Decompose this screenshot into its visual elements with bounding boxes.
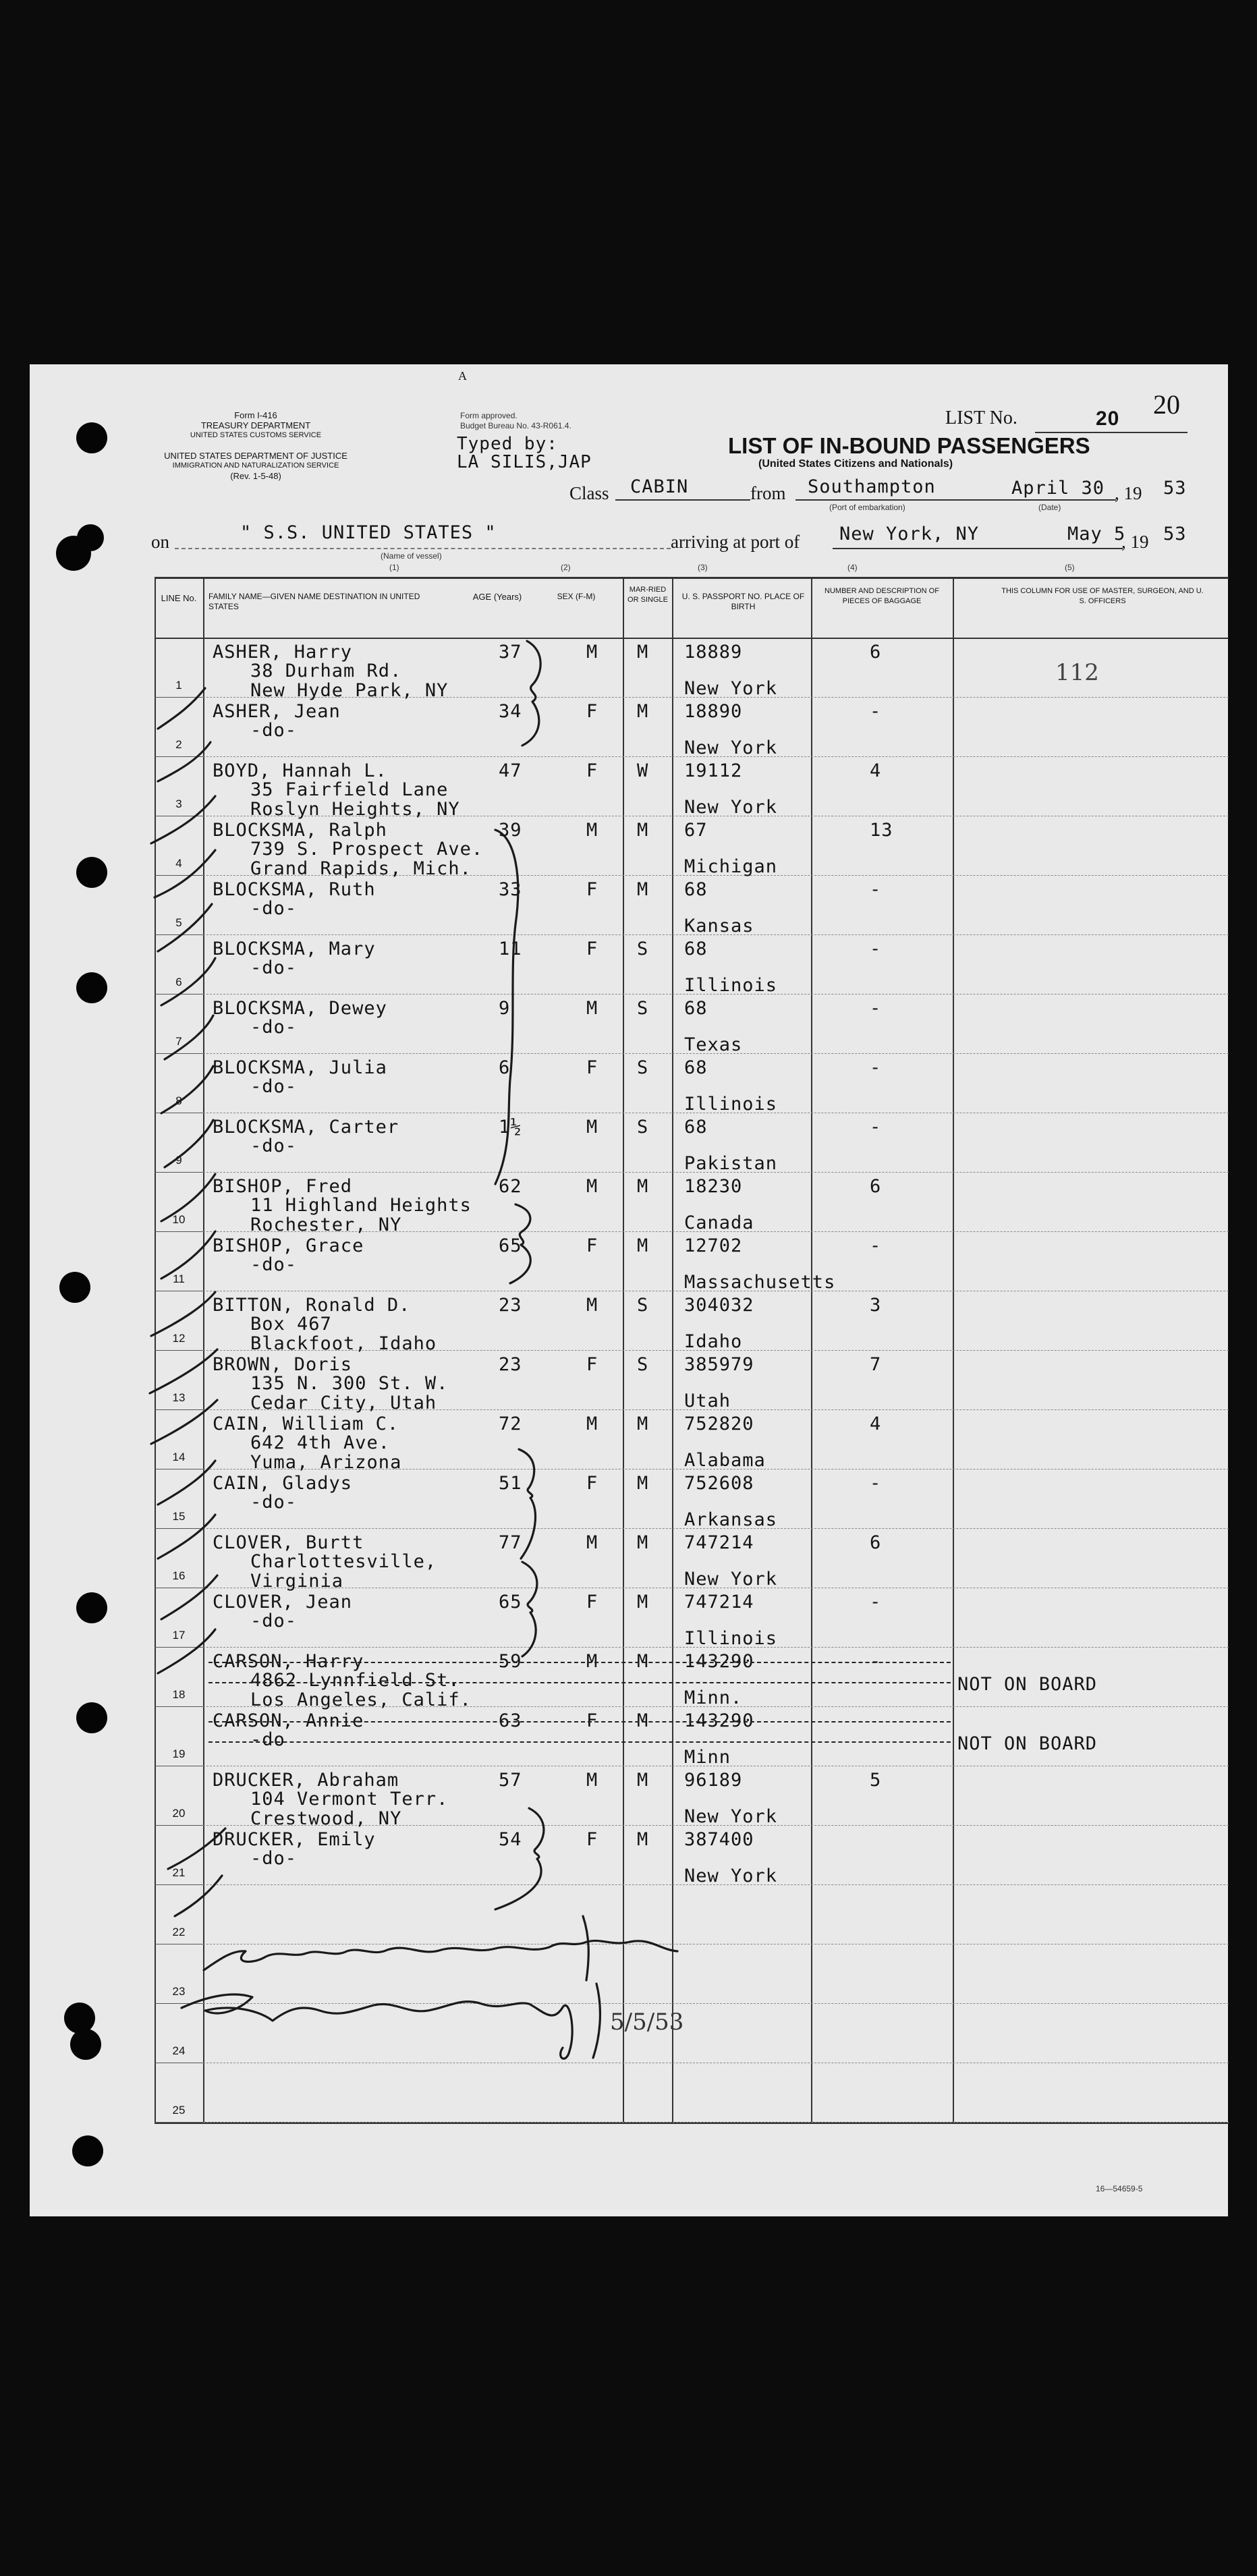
passenger-sex: M [586,1295,598,1316]
check-mark [161,958,215,1005]
arrival-century: , 19 [1121,532,1149,552]
passenger-age: 11 [499,939,522,959]
passenger-address: Los Angeles, Calif. [250,1689,472,1710]
passenger-age: 54 [499,1829,522,1850]
passenger-age: 23 [499,1295,522,1316]
baggage-count: 4 [870,1413,882,1434]
place-of-birth: Minn [684,1747,731,1768]
passenger-address: -do- [250,1136,298,1156]
passenger-address: Rochester, NY [250,1214,402,1235]
passport-number: 752820 [684,1413,754,1434]
passenger-age: 37 [499,642,522,663]
passenger-address: 38 Durham Rd. [250,661,402,681]
marital-status: M [637,1651,649,1672]
date-century: , 19 [1115,483,1142,503]
port-caption: (Port of embarkation) [829,503,905,512]
baggage-count: - [870,1651,882,1672]
arrival-date: May 5 [1067,524,1126,544]
passenger-address: -do- [250,1076,298,1097]
passenger-age: 34 [499,701,522,722]
passport-number: 18889 [684,642,743,663]
line-number: 20 [172,1807,186,1820]
baggage-count: - [870,1235,882,1256]
passenger-name: DRUCKER, Abraham [213,1770,399,1791]
passenger-address: 104 Vermont Terr. [250,1789,449,1810]
page-subtitle: (United States Citizens and Nationals) [758,458,953,470]
arrival-year: 53 [1163,524,1187,544]
passenger-sex: F [586,879,598,900]
check-mark [158,904,212,951]
passenger-sex: M [586,1413,598,1434]
check-mark [161,1174,215,1221]
baggage-count: 5 [870,1770,882,1791]
passenger-age: 1½ [499,1117,522,1138]
line-number: 24 [172,2044,186,2057]
passenger-sex: M [586,1770,598,1791]
line-number: 23 [172,1985,186,1998]
passenger-name: BLOCKSMA, Carter [213,1117,399,1138]
baggage-count: - [870,939,882,959]
check-mark [161,1066,213,1113]
place-of-birth: New York [684,1569,778,1590]
page-title: LIST OF IN-BOUND PASSENGERS [728,433,1090,458]
passport-number: 747214 [684,1592,754,1613]
handwritten-note [583,1916,588,1980]
baggage-count: 7 [870,1354,882,1375]
family-brace [495,830,518,1184]
check-mark [161,1231,215,1279]
passenger-sex: F [586,939,598,959]
passport-number: 304032 [684,1295,754,1316]
baggage-count: - [870,1057,882,1078]
passenger-name: CLOVER, Burtt [213,1532,364,1553]
passenger-age: 9 [499,998,511,1019]
typed-by-value: LA SILIS,JAP [457,452,592,472]
vessel-name: " S.S. UNITED STATES " [240,522,497,543]
check-mark [151,1292,215,1336]
from-label: from [750,483,786,503]
place-of-birth: Arkansas [684,1509,778,1530]
passenger-sex: M [586,1117,598,1138]
place-of-birth: New York [684,737,778,758]
customs-label: UNITED STATES CUSTOMS SERVICE [190,431,322,439]
footer-code: 16—54659-5 [1096,2184,1143,2193]
passport-number: 387400 [684,1829,754,1850]
marital-status: M [637,820,649,841]
passenger-age: 23 [499,1354,522,1375]
check-mark [161,1575,217,1619]
passport-number: 143290 [684,1651,754,1672]
passenger-name: DRUCKER, Emily [213,1829,376,1850]
marital-status: S [637,1354,649,1375]
line-number: 25 [172,2104,186,2117]
passenger-name: BITTON, Ronald D. [213,1295,411,1316]
marital-status: S [637,998,649,1019]
line-number: 11 [173,1272,185,1285]
passenger-address: 35 Fairfield Lane [250,779,449,800]
rev-label: (Rev. 1-5-48) [230,471,281,481]
place-of-birth: New York [684,1806,778,1827]
passenger-age: 65 [499,1235,522,1256]
place-of-birth: Massachusetts [684,1272,836,1293]
place-of-birth: Minn. [684,1687,743,1708]
vessel-caption: (Name of vessel) [381,551,442,561]
budget-label: Budget Bureau No. 43-R061.4. [460,421,571,430]
passport-number: 18230 [684,1176,743,1197]
passenger-name: BLOCKSMA, Mary [213,939,376,959]
line-number: 21 [172,1866,186,1879]
marital-status: W [637,760,649,781]
line-number: 12 [172,1332,186,1345]
place-of-birth: Illinois [684,1628,778,1649]
treasury-label: TREASURY DEPARTMENT [200,420,311,430]
arrival-port: New York, NY [839,524,980,544]
passenger-address: -do- [250,1254,298,1275]
passenger-sex: F [586,1829,598,1850]
line-number: 18 [172,1688,186,1701]
top-mark: A [458,369,467,383]
passport-number: 385979 [684,1354,754,1375]
remark-not-on-board: NOT ON BOARD [957,1733,1098,1754]
marital-status: M [637,1710,649,1731]
passenger-address: 11 Highland Heights [250,1195,472,1216]
line-number: 22 [172,1926,186,1938]
line-number: 13 [172,1391,186,1404]
passenger-sex: M [586,820,598,841]
form-number: Form I-416 [234,410,277,420]
family-brace [495,1808,544,1909]
colnum-2: (2) [561,563,571,572]
marital-status: M [637,1235,649,1256]
baggage-count: - [870,701,882,722]
passport-number: 68 [684,939,708,959]
marital-status: M [637,1532,649,1553]
marital-status: M [637,1592,649,1613]
signature [593,1984,600,2058]
passenger-address: -do- [250,1848,298,1869]
arriving-label: arriving at port of [671,532,800,552]
line-number: 19 [172,1747,186,1760]
check-mark [158,1461,215,1505]
passenger-age: 39 [499,820,522,841]
baggage-count: 4 [870,760,882,781]
passport-number: 12702 [684,1235,743,1256]
family-brace [522,641,540,746]
family-brace [522,1562,537,1656]
ins-label: IMMIGRATION AND NATURALIZATION SERVICE [172,461,339,470]
marital-status: M [637,1176,649,1197]
typed-by-label: Typed by: [457,434,558,454]
check-mark [150,1349,217,1393]
col-header-married: MAR-RIED OR SINGLE [627,586,668,604]
date-year: 53 [1163,478,1187,499]
place-of-birth: Kansas [684,916,754,936]
passenger-name: BLOCKSMA, Julia [213,1057,387,1078]
line-number: 2 [175,738,182,751]
date-value: April 30 [1011,478,1105,499]
passenger-age: 72 [499,1413,522,1434]
officer-note: 112 [1055,659,1099,686]
family-brace [519,1449,536,1559]
passenger-sex: M [586,998,598,1019]
passenger-name: BISHOP, Fred [213,1176,353,1197]
col-header-name: FAMILY NAME—GIVEN NAME DESTINATION IN UNITED STATES [208,592,420,611]
place-of-birth: Illinois [684,975,778,996]
passenger-age: 65 [499,1592,522,1613]
colnum-5: (5) [1065,563,1075,572]
check-mark [155,850,215,897]
passport-number: 96189 [684,1770,743,1791]
baggage-count: 3 [870,1295,882,1316]
col-header-age: AGE (Years) [472,592,522,602]
passenger-sex: F [586,1710,598,1731]
passenger-name: BLOCKSMA, Ralph [213,820,387,841]
passenger-sex: M [586,642,598,663]
passenger-sex: F [586,1057,598,1078]
place-of-birth: Utah [684,1391,731,1411]
baggage-count: 13 [870,820,893,841]
line-number: 8 [175,1094,182,1107]
justice-label: UNITED STATES DEPARTMENT OF JUSTICE [164,451,347,461]
marital-status: M [637,879,649,900]
class-label: Class [569,483,609,503]
passenger-sex: M [586,1651,598,1672]
check-mark [151,1400,217,1444]
place-of-birth: Pakistan [684,1153,778,1174]
line-number: 6 [175,976,182,988]
passport-number: 747214 [684,1532,754,1553]
baggage-count: - [870,879,882,900]
passenger-sex: M [586,1532,598,1553]
line-number: 17 [172,1629,186,1642]
list-no-stamp: 20 [1153,389,1180,420]
passenger-name: BLOCKSMA, Dewey [213,998,387,1019]
passenger-sex: F [586,1592,598,1613]
marital-status: S [637,1295,649,1316]
check-mark [158,1515,215,1559]
place-of-birth: Idaho [684,1331,743,1352]
col-header-officers: THIS COLUMN FOR USE OF MASTER, SURGEON, AND U. S. OFFICERS [1001,587,1204,605]
remark-not-on-board: NOT ON BOARD [957,1674,1098,1695]
passport-number: 68 [684,998,708,1019]
passenger-address: -do- [250,1611,298,1631]
baggage-count: - [870,1473,882,1494]
baggage-count: 6 [870,1532,882,1553]
manifest-sheet [30,364,1228,2216]
passenger-name: CAIN, William C. [213,1413,399,1434]
passport-number: 752608 [684,1473,754,1494]
passenger-address: Grand Rapids, Mich. [250,858,472,879]
passenger-address: Roslyn Heights, NY [250,799,460,820]
passenger-address: -do- [250,1017,298,1038]
class-value: CABIN [630,476,689,497]
passenger-sex: M [586,1176,598,1197]
passenger-address: Blackfoot, Idaho [250,1333,437,1354]
passenger-name: CARSON, Harry [213,1651,364,1672]
place-of-birth: New York [684,797,778,818]
passenger-address: -do- [250,957,298,978]
check-mark [175,1876,222,1916]
passenger-age: 51 [499,1473,522,1494]
line-number: 10 [172,1213,186,1226]
marital-status: M [637,1770,649,1791]
check-mark [158,742,211,781]
signature-date: 5/5/53 [610,2009,684,2036]
line-number: 16 [172,1569,186,1582]
passport-number: 68 [684,1057,708,1078]
passenger-address: 739 S. Prospect Ave. [250,839,484,860]
passenger-name: CLOVER, Jean [213,1592,353,1613]
passenger-address: -do- [250,898,298,919]
passenger-address: Cedar City, Utah [250,1393,437,1413]
colnum-4: (4) [847,563,858,572]
passenger-address: Virginia [250,1571,344,1592]
colnum-3: (3) [698,563,708,572]
passenger-address: -do- [250,1492,298,1513]
col-header-sex: SEX (F-M) [557,592,596,601]
passenger-sex: F [586,760,598,781]
check-mark [158,688,205,729]
marital-status: M [637,701,649,722]
passenger-sex: F [586,1354,598,1375]
passenger-address: -do [250,1729,285,1750]
passenger-address: New Hyde Park, NY [250,680,449,701]
check-mark [168,1828,225,1869]
baggage-count: 6 [870,1176,882,1197]
passenger-address: 135 N. 300 St. W. [250,1373,449,1394]
passenger-name: ASHER, Jean [213,701,341,722]
line-number: 14 [172,1451,186,1463]
handwritten-note [204,1940,677,1970]
passenger-name: ASHER, Harry [213,642,353,663]
place-of-birth: Michigan [684,856,778,877]
check-mark [151,796,215,843]
approved-label: Form approved. [460,411,518,420]
place-of-birth: Illinois [684,1094,778,1115]
passenger-address: 4862 Lynnfield St. [250,1670,460,1691]
passenger-age: 77 [499,1532,522,1553]
line-number: 4 [175,857,182,870]
from-value: Southampton [808,476,936,497]
place-of-birth: New York [684,1866,778,1886]
family-brace [510,1204,530,1283]
baggage-count: - [870,1117,882,1138]
line-number: 5 [175,916,182,929]
passenger-name: CARSON, Annie [213,1710,364,1731]
passenger-name: BOYD, Hannah L. [213,760,387,781]
marital-status: M [637,642,649,663]
check-mark [158,1629,215,1673]
marital-status: M [637,1473,649,1494]
line-number: 9 [175,1154,182,1167]
list-no-label: LIST No. [945,408,1017,428]
passenger-name: BLOCKSMA, Ruth [213,879,376,900]
colnum-1: (1) [389,563,399,572]
line-number: 3 [175,797,182,810]
passenger-name: BISHOP, Grace [213,1235,364,1256]
passport-number: 67 [684,820,708,841]
passenger-age: 6 [499,1057,511,1078]
line-number: 15 [172,1510,186,1523]
marital-status: M [637,1829,649,1850]
passport-number: 143290 [684,1710,754,1731]
col-header-baggage: NUMBER AND DESCRIPTION OF PIECES OF BAGGAGE [825,587,939,605]
passenger-sex: F [586,701,598,722]
passenger-address: Box 467 [250,1314,332,1335]
passenger-name: BROWN, Doris [213,1354,353,1375]
place-of-birth: Alabama [684,1450,766,1471]
passenger-sex: F [586,1473,598,1494]
place-of-birth: Canada [684,1212,754,1233]
place-of-birth: Texas [684,1034,743,1055]
passenger-age: 62 [499,1176,522,1197]
passenger-sex: F [586,1235,598,1256]
col-header-passport: U. S. PASSPORT NO. PLACE OF BIRTH [681,592,805,611]
passenger-address: Crestwood, NY [250,1808,402,1829]
passenger-age: 59 [499,1651,522,1672]
list-no-value: 20 [1096,408,1120,430]
line-number: 7 [175,1035,182,1048]
marital-status: S [637,1057,649,1078]
signature [181,1994,572,2059]
check-mark [165,1015,213,1059]
passenger-address: Yuma, Arizona [250,1452,402,1473]
passenger-name: CAIN, Gladys [213,1473,353,1494]
handwriting-overlay [30,364,1228,2216]
passenger-age: 47 [499,760,522,781]
line-number: 1 [175,679,182,692]
passport-number: 68 [684,1117,708,1138]
passenger-age: 57 [499,1770,522,1791]
marital-status: S [637,1117,649,1138]
passport-number: 19112 [684,760,743,781]
passenger-address: Charlottesville, [250,1551,437,1572]
date-caption: (Date) [1038,503,1061,512]
passenger-age: 63 [499,1710,522,1731]
passenger-address: 642 4th Ave. [250,1432,391,1453]
passenger-age: 33 [499,879,522,900]
place-of-birth: New York [684,678,778,699]
passport-number: 18890 [684,701,743,722]
passenger-address: -do- [250,720,298,741]
baggage-count: 6 [870,642,882,663]
marital-status: S [637,939,649,959]
marital-status: M [637,1413,649,1434]
col-header-line: LINE No. [161,593,197,603]
check-mark [165,1120,213,1167]
baggage-count: - [870,1592,882,1613]
passport-number: 68 [684,879,708,900]
on-label: on [151,532,169,552]
baggage-count: - [870,998,882,1019]
